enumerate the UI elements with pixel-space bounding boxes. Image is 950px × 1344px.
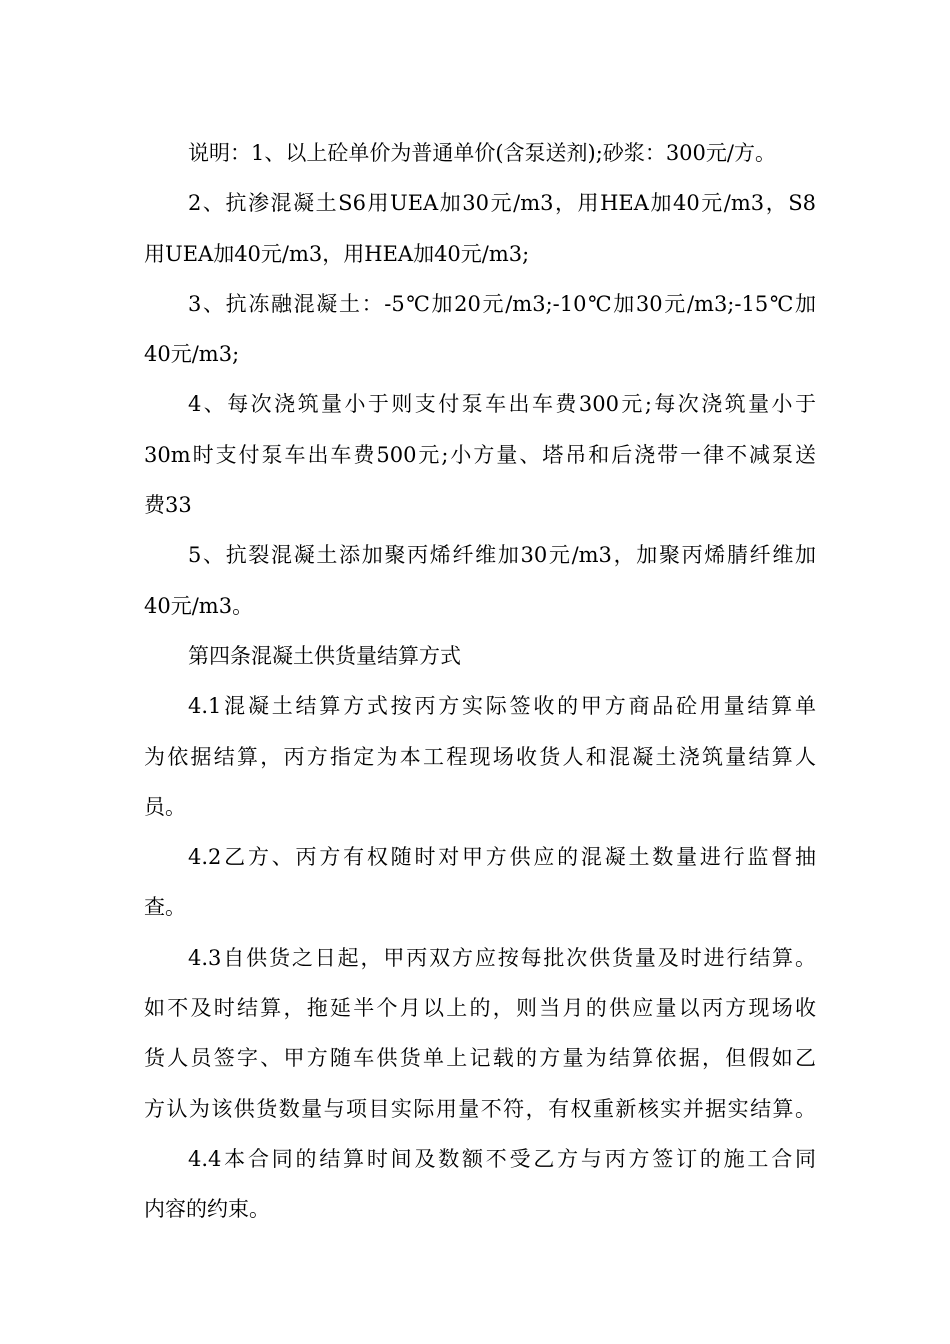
text-line-note-4a: 4、每次浇筑量小于则支付泵车出车费300元;每次浇筑量小于 [188, 392, 816, 417]
text-line-note-4c: 费33 [144, 493, 192, 518]
text-line-clause-4-3a: 4.3自供货之日起，甲丙双方应按每批次供货量及时进行结算。 [188, 945, 816, 970]
text-line-clause-4-1c: 员。 [144, 794, 186, 819]
text-line-clause-4-4a: 4.4本合同的结算时间及数额不受乙方与丙方签订的施工合同 [188, 1146, 816, 1171]
text-line-note-3b: 40元/m3; [144, 342, 240, 367]
text-line-clause-4-2b: 查。 [144, 895, 186, 920]
text-line-note-3a: 3、抗冻融混凝土：-5℃加20元/m3;-10℃加30元/m3;-15℃加 [188, 291, 816, 316]
text-line-clause-4-3b: 如不及时结算，拖延半个月以上的，则当月的供应量以丙方现场收 [144, 996, 816, 1021]
text-line-clause-4-1b: 为依据结算，丙方指定为本工程现场收货人和混凝土浇筑量结算人 [144, 744, 816, 769]
text-line-clause-4-3c: 货人员签字、甲方随车供货单上记载的方量为结算依据，但假如乙 [144, 1046, 816, 1071]
text-line-note-5b: 40元/m3。 [144, 593, 254, 618]
text-line-clause-4-4b: 内容的约束。 [144, 1197, 270, 1222]
text-line-clause-4-1a: 4.1混凝土结算方式按丙方实际签收的甲方商品砼用量结算单 [188, 694, 816, 719]
section-heading-article-4: 第四条混凝土供货量结算方式 [188, 643, 461, 668]
text-line-note-intro: 说明：1、以上砼单价为普通单价(含泵送剂);砂浆：300元/方。 [188, 141, 776, 165]
text-line-note-4b: 30m时支付泵车出车费500元;小方量、塔吊和后浇带一律不减泵送 [144, 442, 816, 467]
text-line-note-5a: 5、抗裂混凝土添加聚丙烯纤维加30元/m3，加聚丙烯腈纤维加 [188, 543, 816, 568]
text-line-note-2b: 用UEA加40元/m3，用HEA加40元/m3; [144, 241, 530, 266]
text-line-clause-4-3d: 方认为该供货数量与项目实际用量不符，有权重新核实并据实结算。 [144, 1096, 816, 1121]
text-line-clause-4-2a: 4.2乙方、丙方有权随时对甲方供应的混凝土数量进行监督抽 [188, 845, 816, 870]
document-body [144, 128, 816, 1235]
text-line-note-2a: 2、抗渗混凝土S6用UEA加30元/m3，用HEA加40元/m3，S8 [188, 191, 816, 216]
